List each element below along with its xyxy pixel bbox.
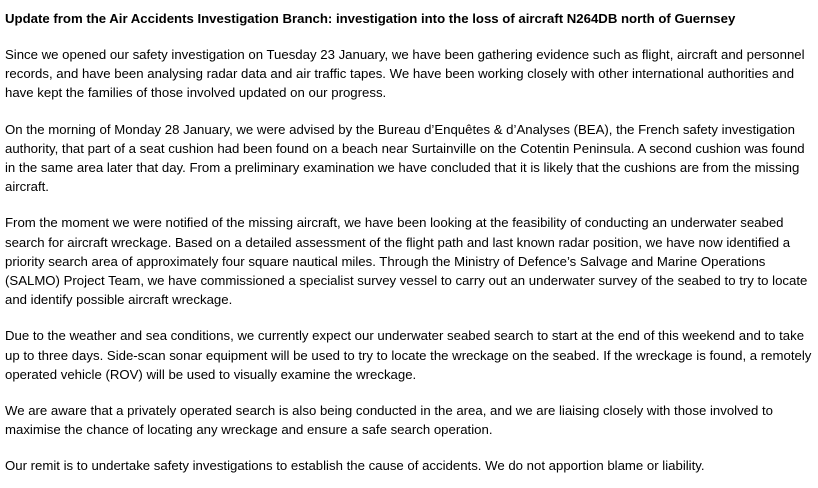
spacer xyxy=(5,103,815,120)
paragraph-investigation-opened: Since we opened our safety investigation on Tuesday 23 January, we have been gathering evidence such as flight, aircraft and personnel records, and have been analysing radar data and air traffic tapes. We have been working closely with other international authorities and have kept the families of those involved updated on our progress. xyxy=(5,47,805,101)
document-title: Update from the Air Accidents Investigation Branch: investigation into the loss of aircraft N264DB north of Guernsey xyxy=(5,11,736,26)
spacer xyxy=(5,196,815,213)
paragraph-weather-conditions: Due to the weather and sea conditions, we currently expect our underwater seabed search to start at the end of this weekend and to take up to three days. Side-scan sonar equipment will be used to try to locate the wreckage on the seabed. If the wreckage is found, a remotely operated vehicle (ROV) will be used to visually examine the wreckage. xyxy=(5,328,812,382)
paragraph-remit: Our remit is to undertake safety investigations to establish the cause of accidents. We do not apportion blame or liability. xyxy=(5,458,705,474)
paragraph-private-search: We are aware that a privately operated search is also being conducted in the area, and we are liaising closely with those involved to maximise the chance of locating any wreckage and ensure a safe search operation. xyxy=(5,403,774,438)
paragraph-seat-cushion-found: On the morning of Monday 28 January, we were advised by the Bureau d’Enquêtes & d’Analyses (BEA), the French safety investigation authority, that part of a seat cushion had been found on a beach near Surtainville on the Cotentin Peninsula. A second cushion was found in the same area later that day. From a preliminary examination we have concluded that it is likely that the cushions are from the missing aircraft. xyxy=(5,121,805,195)
spacer xyxy=(5,439,815,456)
paragraph-seabed-search: From the moment we were notified of the missing aircraft, we have been looking at the feasibility of conducting an underwater seabed search for aircraft wreckage. Based on a detailed assessment of the flight path and last known radar position, we have now identified a priority search area of approximately four square nautical miles. Through the Ministry of Defence’s Salvage and Marine Operations (SALMO) Project Team, we have commissioned a specialist survey vessel to carry out an underwater survey of the seabed to try to locate and identify possible aircraft wreckage. xyxy=(5,215,808,308)
document-body xyxy=(5,9,815,476)
spacer xyxy=(5,28,815,45)
spacer xyxy=(5,384,815,401)
spacer xyxy=(5,309,815,326)
